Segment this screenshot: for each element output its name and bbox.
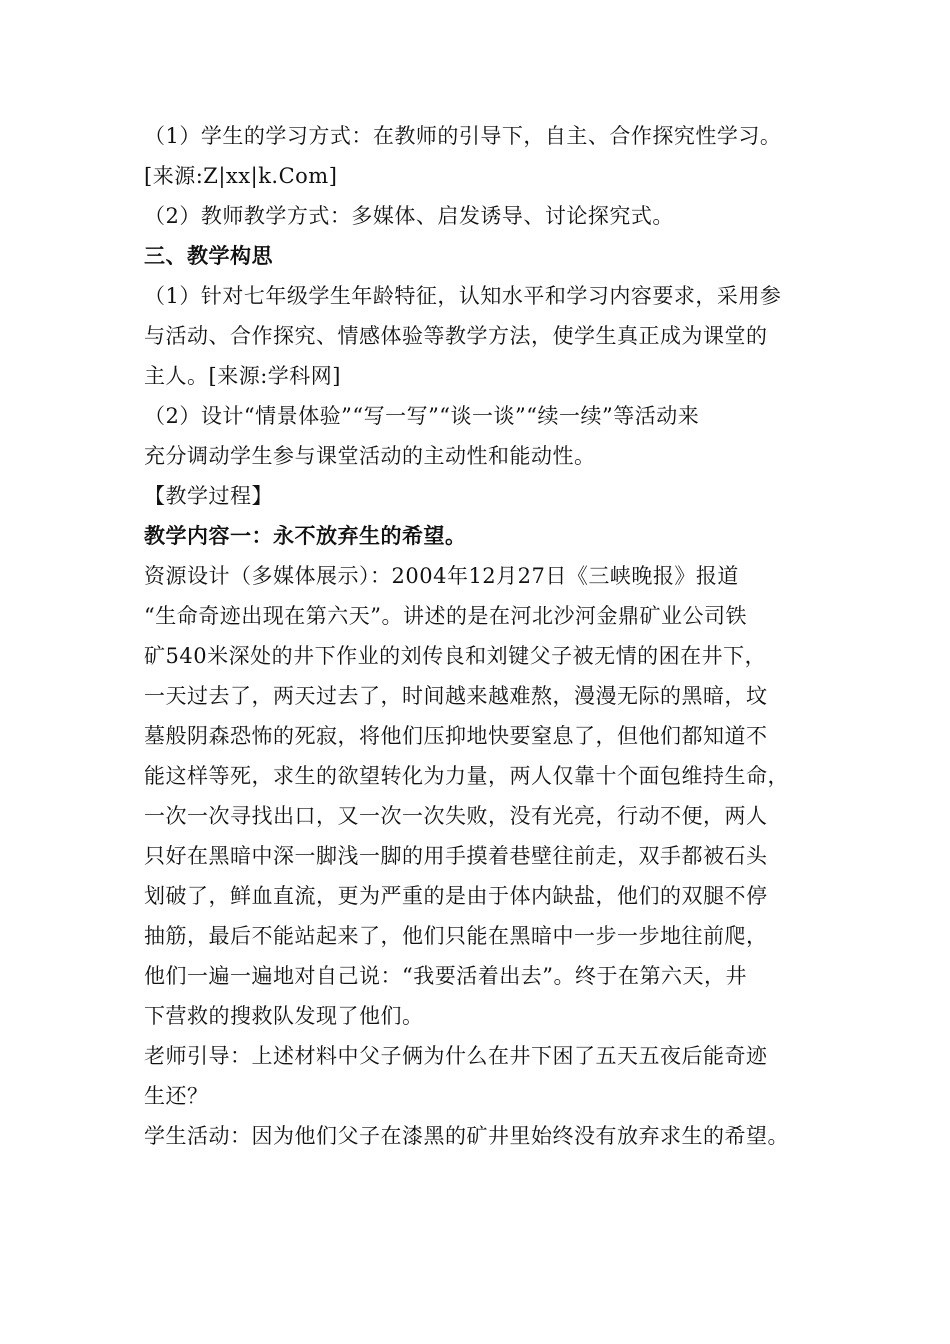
paragraph-line: 与活动、合作探究、情感体验等教学方法，使学生真正成为课堂的 bbox=[144, 324, 768, 348]
paragraph-line: 一天过去了，两天过去了，时间越来越难熬，漫漫无际的黑暗，坟 bbox=[144, 684, 768, 708]
paragraph-line: 抽筋，最后不能站起来了，他们只能在黑暗中一步一步地往前爬， bbox=[144, 924, 768, 948]
teacher-guide-line: 老师引导：上述材料中父子俩为什么在井下困了五天五夜后能奇迹 bbox=[144, 1044, 768, 1068]
content-heading: 教学内容一：永不放弃生的希望。 bbox=[144, 523, 467, 548]
paragraph-line: 只好在黑暗中深一脚浅一脚的用手摸着巷壁往前走，双手都被石头 bbox=[144, 844, 768, 868]
section-heading: 三、教学构思 bbox=[144, 243, 273, 268]
paragraph-line: 主人。[来源:学科网] bbox=[144, 364, 341, 388]
teacher-guide-line: 生还？ bbox=[144, 1084, 209, 1108]
student-activity-line: 学生活动：因为他们父子在漆黑的矿井里始终没有放弃求生的希望。 bbox=[144, 1124, 789, 1148]
source-note-line: [来源:Z|xx|k.Com] bbox=[144, 164, 338, 188]
paragraph-line: 资源设计（多媒体展示）：2004年12月27日《三峡晚报》报道 bbox=[144, 564, 739, 588]
paragraph-line: 下营救的搜救队发现了他们。 bbox=[144, 1004, 424, 1028]
paragraph-line: 墓般阴森恐怖的死寂，将他们压抑地快要窒息了，但他们都知道不 bbox=[144, 724, 768, 748]
process-heading: 【教学过程】 bbox=[144, 484, 273, 508]
paragraph-line: （2）设计“情景体验”“写一写”“谈一谈”“续一续”等活动来 bbox=[144, 404, 700, 428]
paragraph-line: 一次一次寻找出口，又一次一次失败，没有光亮，行动不便，两人 bbox=[144, 804, 768, 828]
paragraph-line: 他们一遍一遍地对自己说：“我要活着出去”。终于在第六天，井 bbox=[144, 964, 747, 988]
teaching-method-line: （2）教师教学方式：多媒体、启发诱导、讨论探究式。 bbox=[144, 204, 674, 228]
learning-method-line: （1）学生的学习方式：在教师的引导下，自主、合作探究性学习。 bbox=[144, 124, 782, 148]
paragraph-line: 能这样等死，求生的欲望转化为力量，两人仅靠十个面包维持生命， bbox=[144, 764, 789, 788]
paragraph-line: （1）针对七年级学生年龄特征，认知水平和学习内容要求，采用参 bbox=[144, 284, 782, 308]
paragraph-line: “生命奇迹出现在第六天”。讲述的是在河北沙河金鼎矿业公司铁 bbox=[144, 604, 747, 628]
paragraph-line: 充分调动学生参与课堂活动的主动性和能动性。 bbox=[144, 444, 596, 468]
paragraph-line: 划破了，鲜血直流，更为严重的是由于体内缺盐，他们的双腿不停 bbox=[144, 884, 768, 908]
paragraph-line: 矿540米深处的井下作业的刘传良和刘键父子被无情的困在井下， bbox=[144, 644, 767, 668]
